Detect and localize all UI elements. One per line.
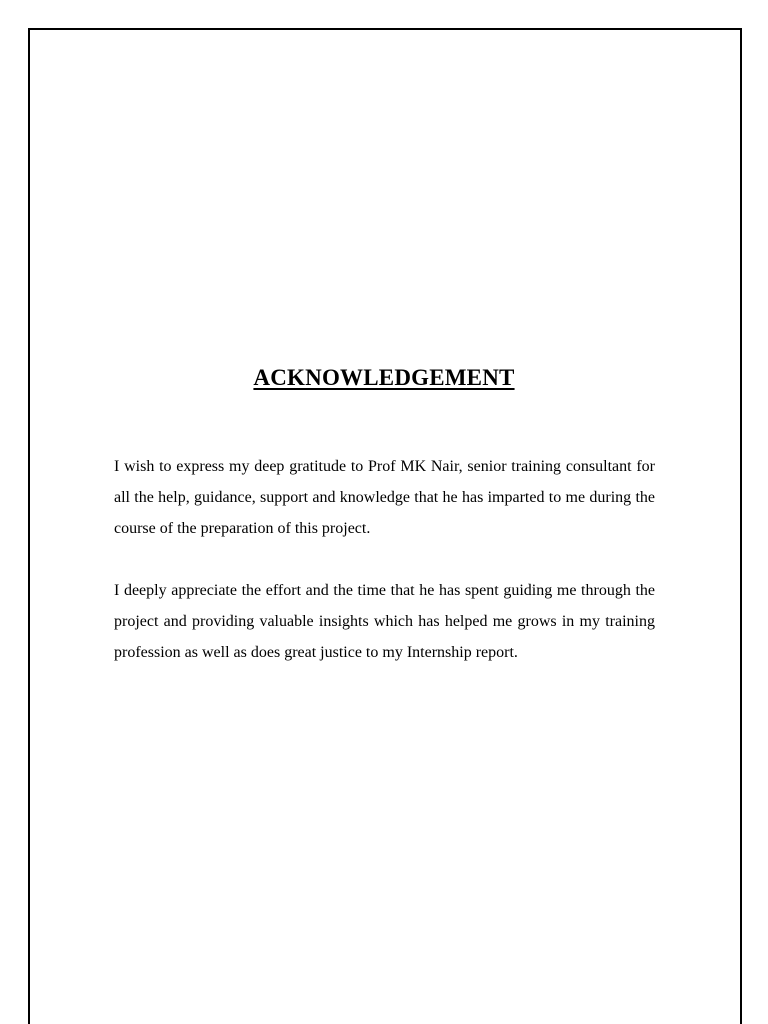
page-title: ACKNOWLEDGEMENT: [253, 365, 515, 390]
paragraph-appreciation: I deeply appreciate the effort and the time that he has spent guiding me through the project and providing valuable insights which has helped me grows in my training profession as well as does great justice to my Internship report.: [114, 582, 655, 661]
paragraph-gratitude: I wish to express my deep gratitude to Prof MK Nair, senior training consultant for all the help, guidance, support and knowledge that he has imparted to me during the course of the preparation of this project.: [114, 458, 655, 537]
